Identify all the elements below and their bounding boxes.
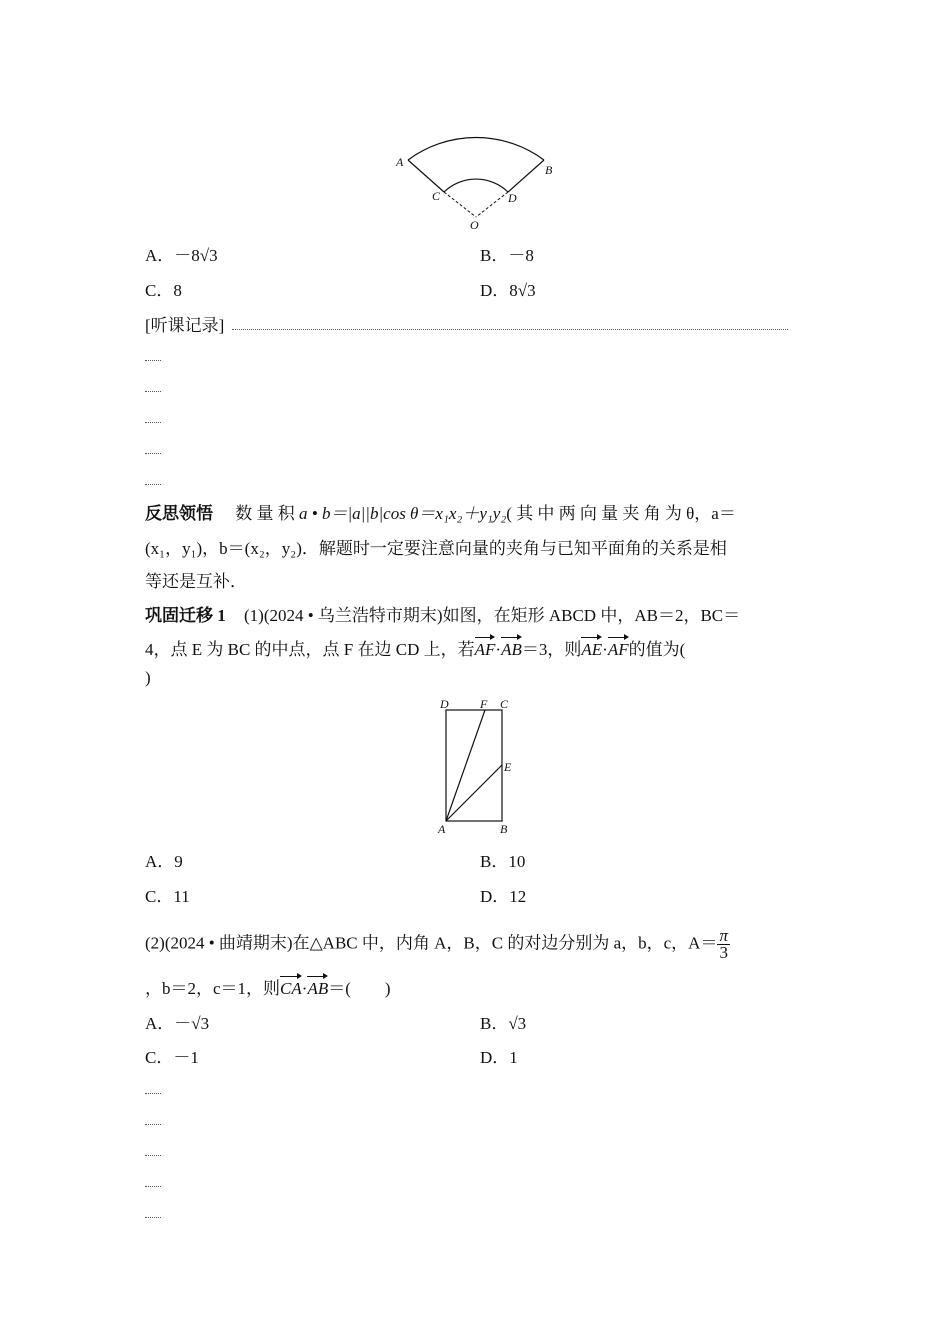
practice1-line-1: 巩固迁移 1 (1)(2024 • 乌兰浩特市期末)如图，在矩形 ABCD 中，AB＝2，BC＝ — [145, 606, 741, 625]
reflection-line-2: (x₁，y₁)，b＝(x₂，y₂)．解题时一定要注意向量的夹角与已知平面角的关系是相 — [145, 539, 727, 558]
label-o: O — [470, 218, 479, 232]
segment-ae — [446, 765, 502, 821]
notes-dots[interactable] — [145, 360, 161, 361]
label-b: B — [500, 822, 508, 836]
reflection-title: 反思领悟 — [145, 504, 213, 523]
segment-bd — [508, 160, 544, 192]
answer-dots[interactable] — [145, 1155, 161, 1156]
label-c: C — [432, 189, 441, 203]
practice2-line-2: ，b＝2，c＝1，则CA·AB＝( ) — [145, 979, 391, 998]
reflection-line-3: 等还是互补． — [145, 572, 247, 591]
segment-co — [444, 192, 476, 217]
option-d[interactable]: D．8√3 — [480, 281, 536, 300]
answer-dots[interactable] — [145, 1124, 161, 1125]
rectangle-figure — [432, 695, 522, 837]
notes-line[interactable] — [232, 329, 788, 330]
reflection-line-1: 反思领悟 数 量 积 a • b＝|a||b|cos θ＝x₁x₂＋y₁y₂( 其 中 两 向 量 夹 角 为 θ，a＝ — [145, 504, 736, 523]
label-a: A — [438, 822, 446, 836]
label-b: B — [545, 163, 553, 177]
option-b[interactable]: B．10 — [480, 852, 526, 871]
label-c: C — [500, 697, 509, 711]
practice2-line-1: (2)(2024 • 曲靖期末)在△ABC 中，内角 A，B，C 的对边分别为 a，b，c，A＝ $\frac{\pi}{3}$ — [145, 926, 728, 962]
segment-ac — [408, 160, 444, 192]
label-d: D — [440, 697, 449, 711]
practice1-line-2: 4，点 E 为 BC 的中点，点 F 在边 CD 上，若AF·AB＝3，则AE·AF的值为( — [145, 640, 686, 659]
practice1-line-3: ) — [145, 668, 151, 687]
option-a[interactable]: A．－√3 — [145, 1014, 210, 1033]
practice1-title: 巩固迁移 1 — [145, 606, 226, 625]
label-f: F — [480, 697, 488, 711]
option-c[interactable]: C．－1 — [145, 1048, 199, 1067]
notes-dots[interactable] — [145, 453, 161, 454]
notes-dots[interactable] — [145, 484, 161, 485]
option-d[interactable]: D．1 — [480, 1048, 518, 1067]
label-d: D — [508, 191, 517, 205]
option-b[interactable]: B．－8 — [480, 246, 534, 265]
rectangle-abcd — [446, 710, 502, 821]
option-c[interactable]: C．8 — [145, 281, 182, 300]
notes-dots[interactable] — [145, 422, 161, 423]
option-b[interactable]: B．√3 — [480, 1014, 527, 1033]
inner-arc — [444, 179, 508, 192]
segment-do — [476, 192, 508, 217]
option-c[interactable]: C．11 — [145, 887, 190, 906]
option-d[interactable]: D．12 — [480, 887, 527, 906]
answer-dots[interactable] — [145, 1093, 161, 1094]
notes-dots[interactable] — [145, 391, 161, 392]
option-a[interactable]: A．－8√3 — [145, 246, 218, 265]
answer-dots[interactable] — [145, 1186, 161, 1187]
notes-label: [听课记录] — [145, 316, 225, 335]
answer-dots[interactable] — [145, 1217, 161, 1218]
fraction-pi-over-3: $\frac{\pi}{3}$ — [719, 926, 728, 962]
outer-arc — [408, 137, 544, 160]
segment-af — [446, 710, 485, 821]
label-e: E — [504, 760, 512, 774]
sector-figure — [390, 118, 560, 233]
option-a[interactable]: A．9 — [145, 852, 183, 871]
label-a: A — [396, 155, 404, 169]
